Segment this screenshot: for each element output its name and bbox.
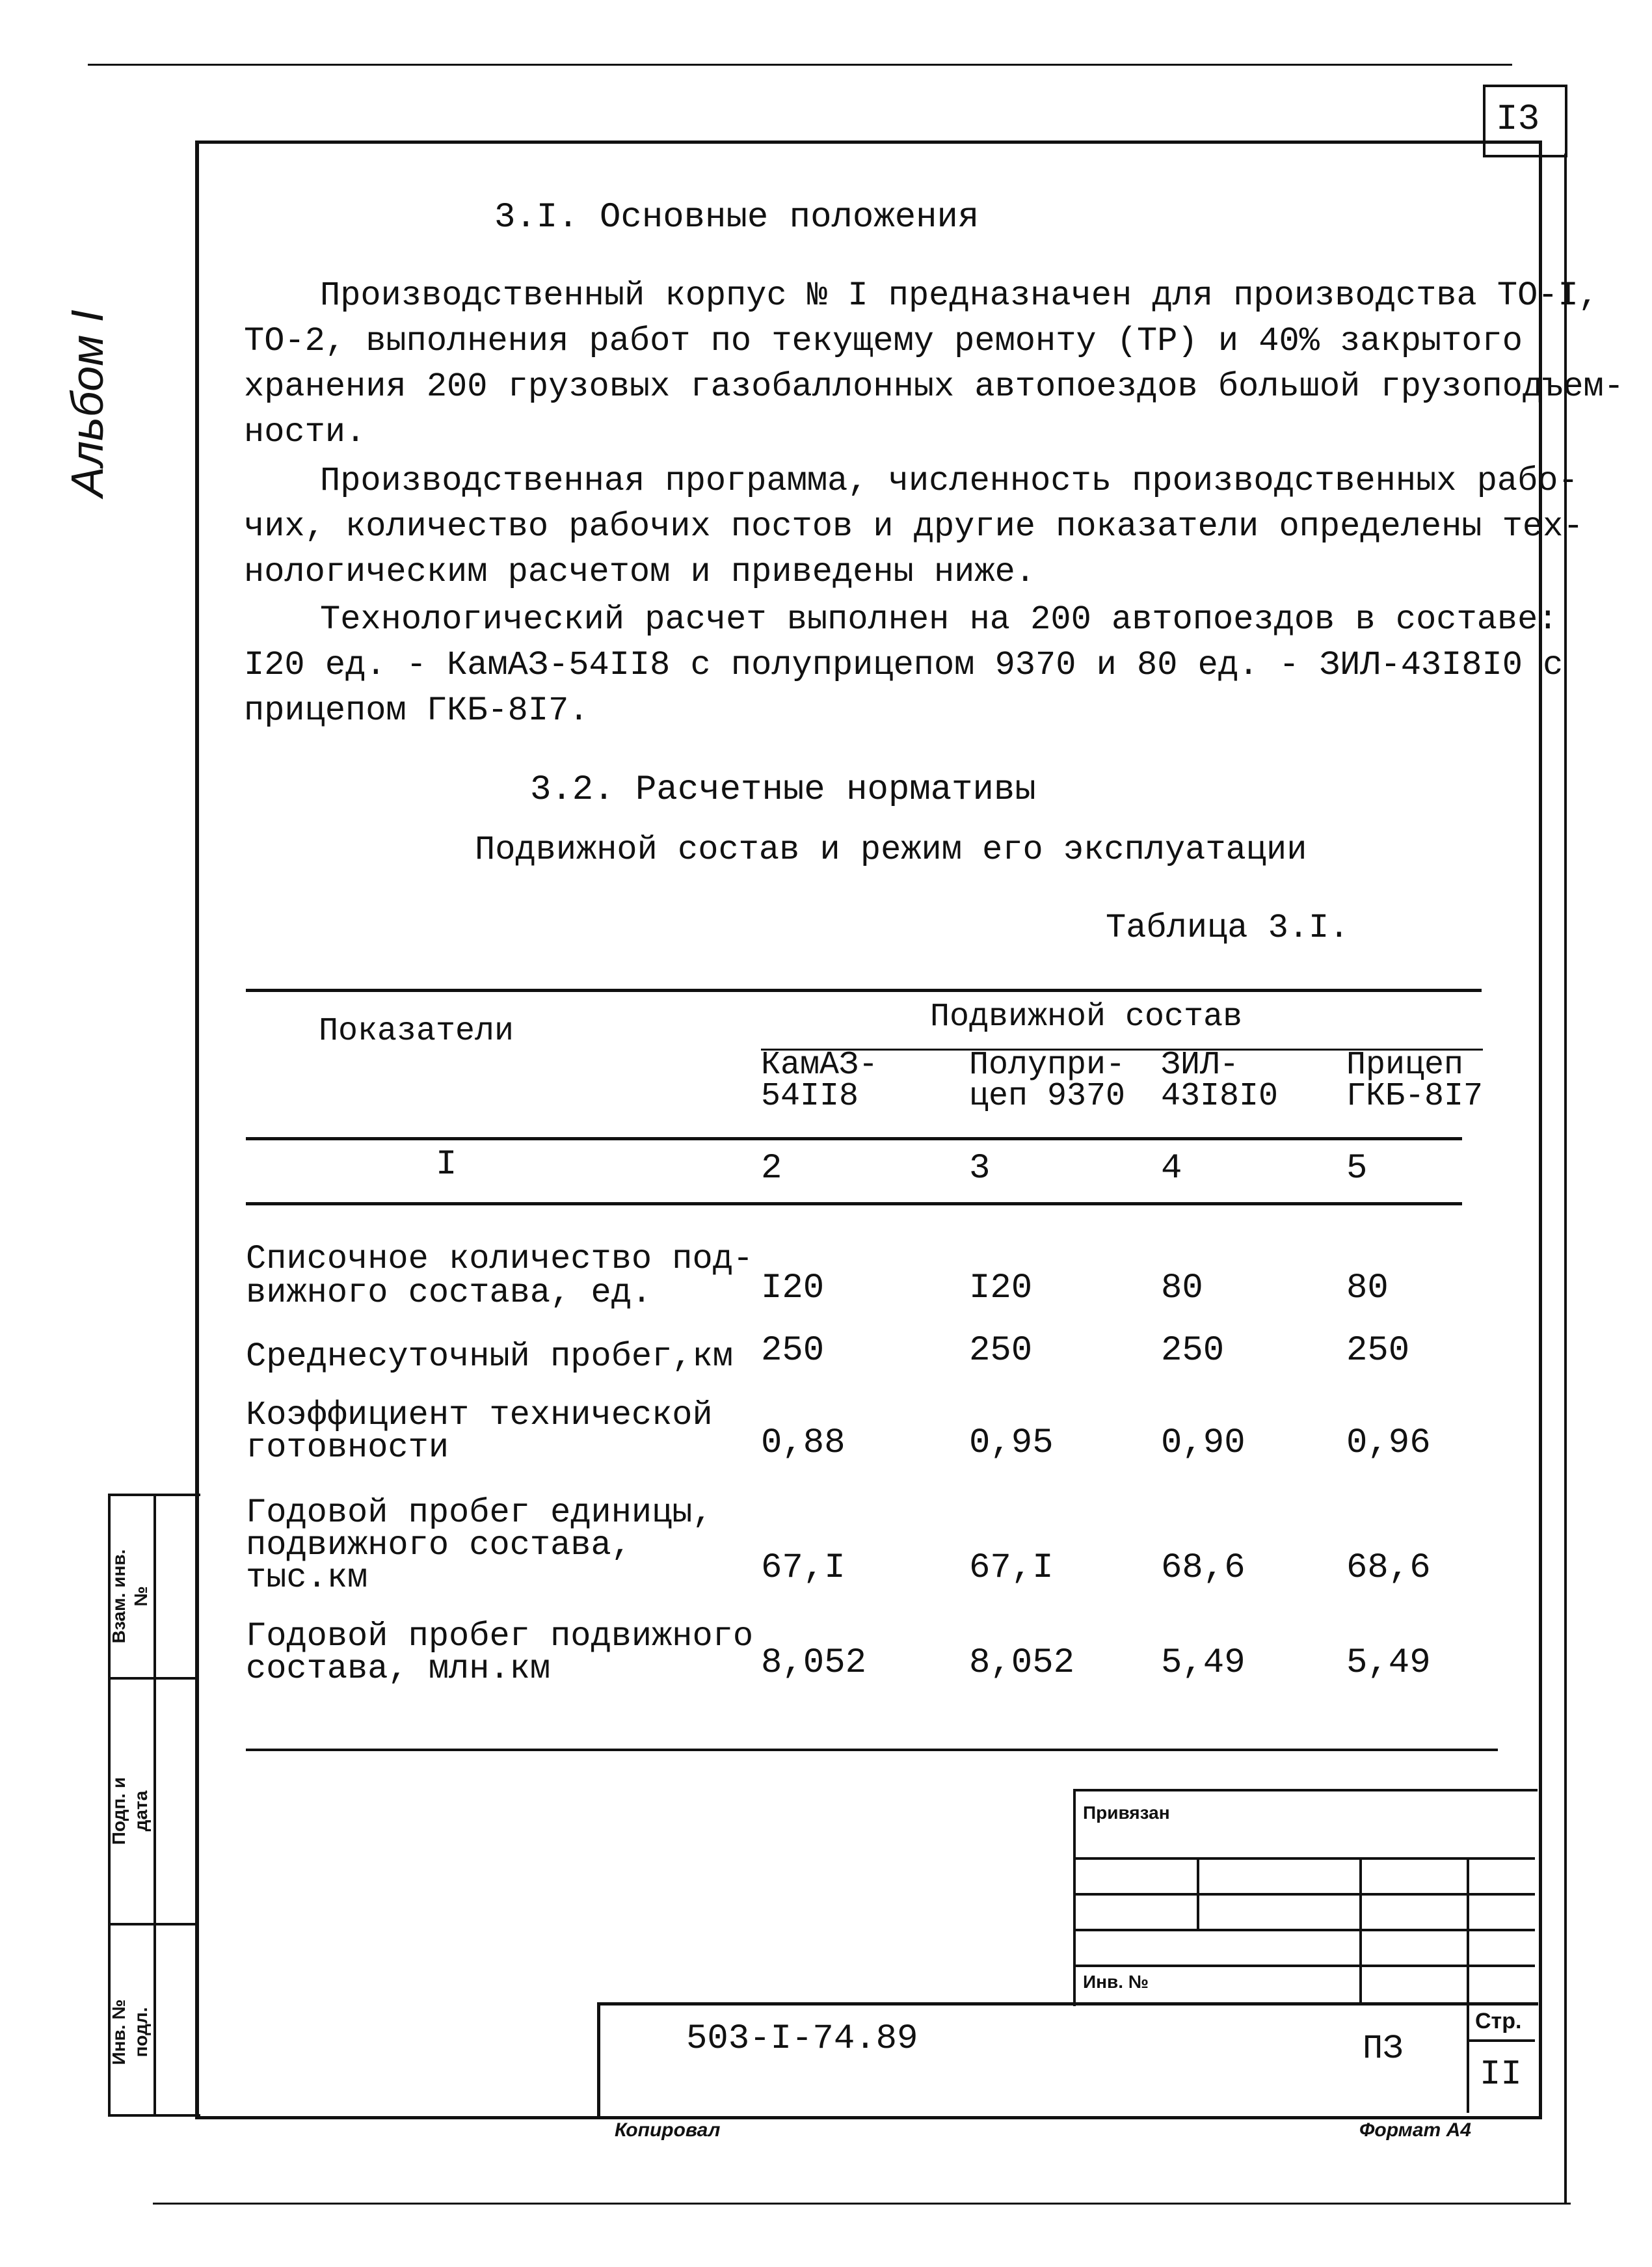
row-4-value-3: 68,6 xyxy=(1161,1548,1246,1588)
bound-hline-2 xyxy=(1073,1893,1535,1896)
col-header-4-line2: ГКБ-8I7 xyxy=(1346,1078,1484,1115)
row-3-label-line1: Коэффициент технической xyxy=(246,1396,713,1434)
row-5-value-2: 8,052 xyxy=(969,1643,1075,1683)
footer-right: Формат А4 xyxy=(1359,2119,1471,2141)
para3-line2: I20 ед. - КамАЗ-54II8 с полуприцепом 9370 и 80 ед. - ЗИЛ-43I8I0 с xyxy=(244,646,1564,684)
numbers-bottom-rule xyxy=(246,1202,1462,1205)
row-4-label-line1: Годовой пробег единицы, xyxy=(246,1494,713,1532)
para1-line4: ности. xyxy=(244,413,366,451)
doc-code: 503-I-74.89 xyxy=(686,2019,918,2059)
para1-line2: ТО-2, выполнения работ по текущему ремонту (ТР) и 40% закрытого xyxy=(244,322,1523,360)
page-number: II xyxy=(1480,2055,1522,2095)
top-cut-line xyxy=(88,64,1512,66)
row-5-value-4: 5,49 xyxy=(1346,1643,1431,1683)
row-2-value-1: 250 xyxy=(761,1331,825,1371)
para3-line1: Технологический расчет выполнен на 200 автопоездов в составе: xyxy=(320,600,1558,639)
row-3-label-line2: готовности xyxy=(246,1429,449,1467)
table-top-rule xyxy=(246,989,1482,992)
page-label: Стр. xyxy=(1475,2009,1522,2033)
col-number-3: 3 xyxy=(969,1149,991,1188)
col-number-1: I xyxy=(436,1145,457,1185)
side-stamp-divider-v xyxy=(153,1494,156,2114)
row-5-value-3: 5,49 xyxy=(1161,1643,1246,1683)
col-header-3-line1: ЗИЛ- xyxy=(1161,1047,1240,1084)
row-3-value-2: 0,95 xyxy=(969,1423,1054,1463)
col-number-2: 2 xyxy=(761,1149,782,1188)
row-1-label-line2: вижного состава, ед. xyxy=(246,1274,652,1312)
row-3-value-4: 0,96 xyxy=(1346,1423,1431,1463)
col-indicator-header: Показатели xyxy=(319,1013,514,1050)
row-4-label-line2: подвижного состава, xyxy=(246,1526,632,1564)
footer-left: Копировал xyxy=(615,2119,721,2141)
row-5-label-line2: состава, млн.км xyxy=(246,1650,551,1688)
bound-hline-3 xyxy=(1073,1929,1535,1931)
row-1-value-1: I20 xyxy=(761,1268,825,1308)
bound-hline-4 xyxy=(1073,1965,1535,1967)
col-header-2-line2: цеп 9370 xyxy=(969,1078,1126,1115)
page-cell-hline xyxy=(1467,2039,1535,2042)
doc-type: ПЗ xyxy=(1363,2030,1404,2068)
sheet-number: I3 xyxy=(1496,98,1540,140)
row-4-value-1: 67,I xyxy=(761,1548,846,1588)
row-1-label-line1: Списочное количество под- xyxy=(246,1240,754,1278)
side-stamp-divider-h1 xyxy=(108,1677,198,1680)
row-4-value-4: 68,6 xyxy=(1346,1548,1431,1588)
row-3-value-1: 0,88 xyxy=(761,1423,846,1463)
col-header-3-line2: 43I8I0 xyxy=(1161,1078,1279,1115)
bound-label: Привязан xyxy=(1083,1803,1170,1823)
margin-note: Альбом I xyxy=(62,309,113,498)
row-4-value-2: 67,I xyxy=(969,1548,1054,1588)
row-3-value-3: 0,90 xyxy=(1161,1423,1246,1463)
page-cell-vline xyxy=(1467,2004,1469,2113)
row-2-value-3: 250 xyxy=(1161,1331,1225,1371)
para1-line3: хранения 200 грузовых газобаллонных автопоездов большой грузоподъем- xyxy=(244,368,1624,406)
col-header-1-line1: КамАЗ- xyxy=(761,1047,879,1084)
col-number-4: 4 xyxy=(1161,1149,1182,1188)
para2-line2: чих, количество рабочих постов и другие показатели определены тех- xyxy=(244,507,1584,546)
para1-line1: Производственный корпус № I предназначен для производства ТО-I, xyxy=(320,276,1599,315)
group-header: Подвижной состав xyxy=(930,999,1243,1036)
side-stamp-divider-h2 xyxy=(108,1923,198,1925)
para2-line3: нологическим расчетом и приведены ниже. xyxy=(244,553,1035,591)
bound-vline-3 xyxy=(1467,1859,1469,2004)
col-header-1-line2: 54II8 xyxy=(761,1078,859,1115)
bound-vline-1 xyxy=(1197,1859,1199,1929)
col-header-4-line1: Прицеп xyxy=(1346,1047,1464,1084)
section2-subtitle: Подвижной состав и режим его эксплуатации xyxy=(475,831,1307,869)
bound-vline-2 xyxy=(1359,1859,1362,2004)
side-stamp-label-1: Взам. инв. № xyxy=(109,1549,151,1644)
section2-title: 3.2. Расчетные нормативы xyxy=(530,770,1036,810)
inv-label: Инв. № xyxy=(1083,1972,1149,1992)
row-4-label-line3: тыс.км xyxy=(246,1559,368,1597)
table-bottom-rule xyxy=(246,1749,1498,1751)
para2-line1: Производственная программа, численность производственных рабо- xyxy=(320,462,1579,500)
row-1-value-2: I20 xyxy=(969,1268,1033,1308)
col-header-2-line1: Полупри- xyxy=(969,1047,1126,1084)
row-1-value-4: 80 xyxy=(1346,1268,1389,1308)
col-number-5: 5 xyxy=(1346,1149,1368,1188)
row-5-label-line1: Годовой пробег подвижного xyxy=(246,1617,754,1656)
row-2-value-4: 250 xyxy=(1346,1331,1410,1371)
row-2-value-2: 250 xyxy=(969,1331,1033,1371)
row-2-label-line1: Среднесуточный пробег,км xyxy=(246,1337,733,1376)
section1-title: 3.I. Основные положения xyxy=(494,198,979,237)
side-stamp-label-3: Инв. № подл. xyxy=(109,1999,151,2065)
header-bottom-rule xyxy=(246,1137,1462,1140)
row-5-value-1: 8,052 xyxy=(761,1643,867,1683)
side-stamp-label-2: Подп. и дата xyxy=(109,1777,151,1845)
table-label: Таблица 3.I. xyxy=(1106,909,1350,947)
para3-line3: прицепом ГКБ-8I7. xyxy=(244,691,589,730)
bottom-cut-line xyxy=(153,2203,1571,2205)
bound-hline-1 xyxy=(1073,1857,1535,1860)
row-1-value-3: 80 xyxy=(1161,1268,1203,1308)
